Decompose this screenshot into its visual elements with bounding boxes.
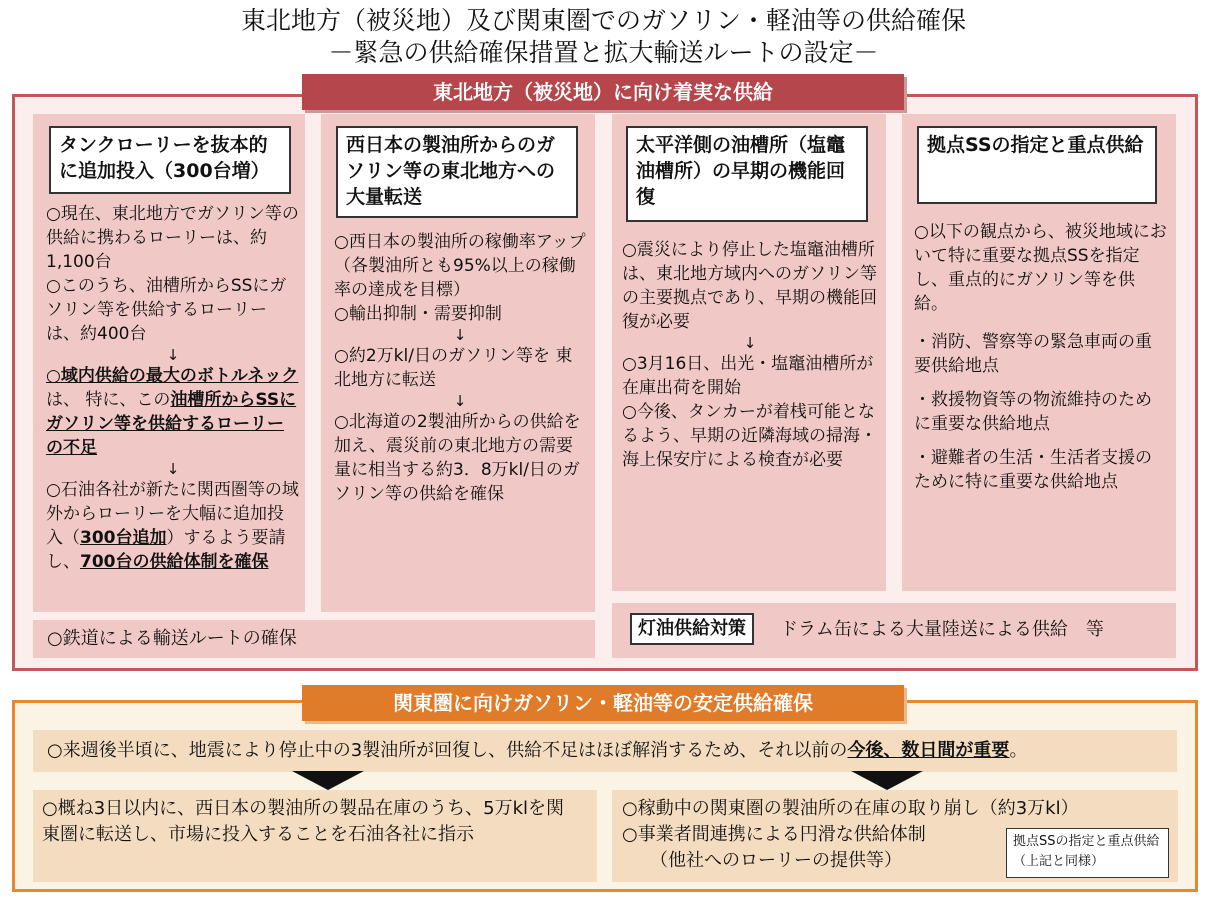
page-subtitle: －緊急の供給確保措置と拡大輸送ルートの設定－ — [328, 38, 879, 67]
lorry-point-3 — [46, 364, 300, 460]
lorry-text — [46, 202, 300, 574]
tohoku-banner: 東北地方（被災地）に向け着実な供給 — [302, 74, 904, 110]
bottleneck-text: は、 特に、この — [46, 390, 171, 410]
ss-heading: 拠点SSの指定と重点供給 — [917, 126, 1157, 204]
kanto-right-point-1: ○稼動中の関東圏の製油所の在庫の取り崩し（約3万kl） — [622, 798, 1079, 819]
ss-bullet-1: ・消防、警察等の緊急車両の重要供給地点 — [914, 332, 1152, 376]
transfer-point-2: ○輸出抑制・需要抑制 — [334, 304, 502, 324]
down-arrow-icon: ↓ — [166, 346, 180, 364]
depot-text — [622, 238, 878, 472]
lorry-700-emphasis: 700台の供給体制を確保 — [80, 552, 269, 572]
page-title: 東北地方（被災地）及び関東圏でのガソリン・軽油等の供給確保 — [240, 6, 966, 35]
lorry-request-text-2: ）するよう要請し、 — [46, 528, 286, 572]
lorry-point-2: ○このうち、油槽所からSSにガソリン等を供給するローリーは、約400台 — [46, 276, 287, 344]
transfer-point-1: ○西日本の製油所の稼働率アップ（各製油所とも95%以上の稼働率の達成を目標） — [334, 232, 586, 300]
down-arrow-icon: ↓ — [453, 326, 467, 344]
depot-point-1: ○震災により停止した塩竈油槽所は、東北地方域内へのガソリン等の主要拠点であり、早期の機能回復が必要 — [622, 240, 877, 332]
depot-heading: 太平洋側の油槽所（塩竈油槽所）の早期の機能回復 — [626, 126, 868, 222]
kanto-right-point-2: ○事業者間連携による円滑な供給体制 — [622, 824, 926, 845]
bottleneck-detail: 油槽所からSSにガソリン等を供給するローリーの不足 — [46, 390, 297, 458]
down-arrow-icon: ↓ — [453, 392, 467, 410]
bottleneck-emphasis: ○域内供給の最大のボトルネック — [46, 366, 299, 386]
down-arrow-icon: ↓ — [743, 334, 757, 352]
lorry-point-1: ○現在、東北地方でガソリン等の供給に携わるローリーは、約1,100台 — [46, 204, 299, 272]
lorry-300-emphasis: 300台追加 — [80, 528, 167, 548]
transfer-heading: 西日本の製油所からのガソリン等の東北地方への大量転送 — [336, 126, 578, 218]
kanto-note-box: 拠点SSの指定と重点供給（上記と同様） — [1006, 828, 1169, 878]
rail-route-box: ○鉄道による輸送ルートの確保 — [33, 620, 595, 658]
down-triangle-icon — [292, 771, 364, 791]
kanto-left-text: ○概ね3日以内に、西日本の製油所の製品在庫のうち、5万klを関東圏に転送し、市場に投入することを石油各社に指示 — [42, 798, 565, 845]
kerosene-label: 灯油供給対策 — [630, 613, 754, 645]
down-arrow-icon: ↓ — [166, 460, 180, 478]
transfer-point-4: ○北海道の2製油所からの供給を加え、震災前の東北地方の需要量に相当する約3．8万kl/日のガソリン等の供給を確保 — [334, 412, 581, 504]
kanto-summary-emphasis: 今後、数日間が重要 — [847, 740, 1010, 761]
kanto-banner: 関東圏に向けガソリン・軽油等の安定供給確保 — [302, 685, 904, 721]
lorry-heading: タンクローリーを抜本的に追加投入（300台増） — [49, 126, 291, 194]
ss-point-1: ○以下の観点から、被災地域において特に重要な拠点SSを指定し、重点的にガソリン等を供給。 — [914, 222, 1167, 314]
lorry-point-4 — [46, 478, 300, 574]
ss-bullet-3: ・避難者の生活・生活者支援のために特に重要な供給地点 — [914, 448, 1152, 492]
transfer-point-3: ○約2万kl/日のガソリン等を 東北地方に転送 — [334, 346, 573, 390]
kanto-right-point-3: （他社へのローリーの提供等） — [650, 850, 902, 871]
transfer-text — [334, 230, 586, 506]
kanto-summary-text: ○来週後半頃に、地震により停止中の3製油所が回復し、供給不足はほぼ解消するため、それ以前の — [47, 740, 848, 761]
kerosene-text: ドラム缶による大量陸送による供給 等 — [780, 619, 1104, 640]
lorry-request-text: ○石油各社が新たに関西圏等の域外からローリーを大幅に追加投入（ — [46, 480, 299, 548]
kanto-summary-end: 。 — [1009, 740, 1028, 761]
down-triangle-icon — [851, 771, 923, 791]
ss-text — [914, 220, 1168, 494]
kanto-summary — [33, 730, 1177, 772]
depot-point-3: ○今後、タンカーが着桟可能となるよう、早期の近隣海域の掃海・海上保安庁による検査が必要 — [622, 402, 877, 470]
depot-point-2: ○3月16日、出光・塩竈油槽所が在庫出荷を開始 — [622, 354, 874, 398]
ss-bullet-2: ・救援物資等の物流維持のために重要な供給地点 — [914, 390, 1152, 434]
